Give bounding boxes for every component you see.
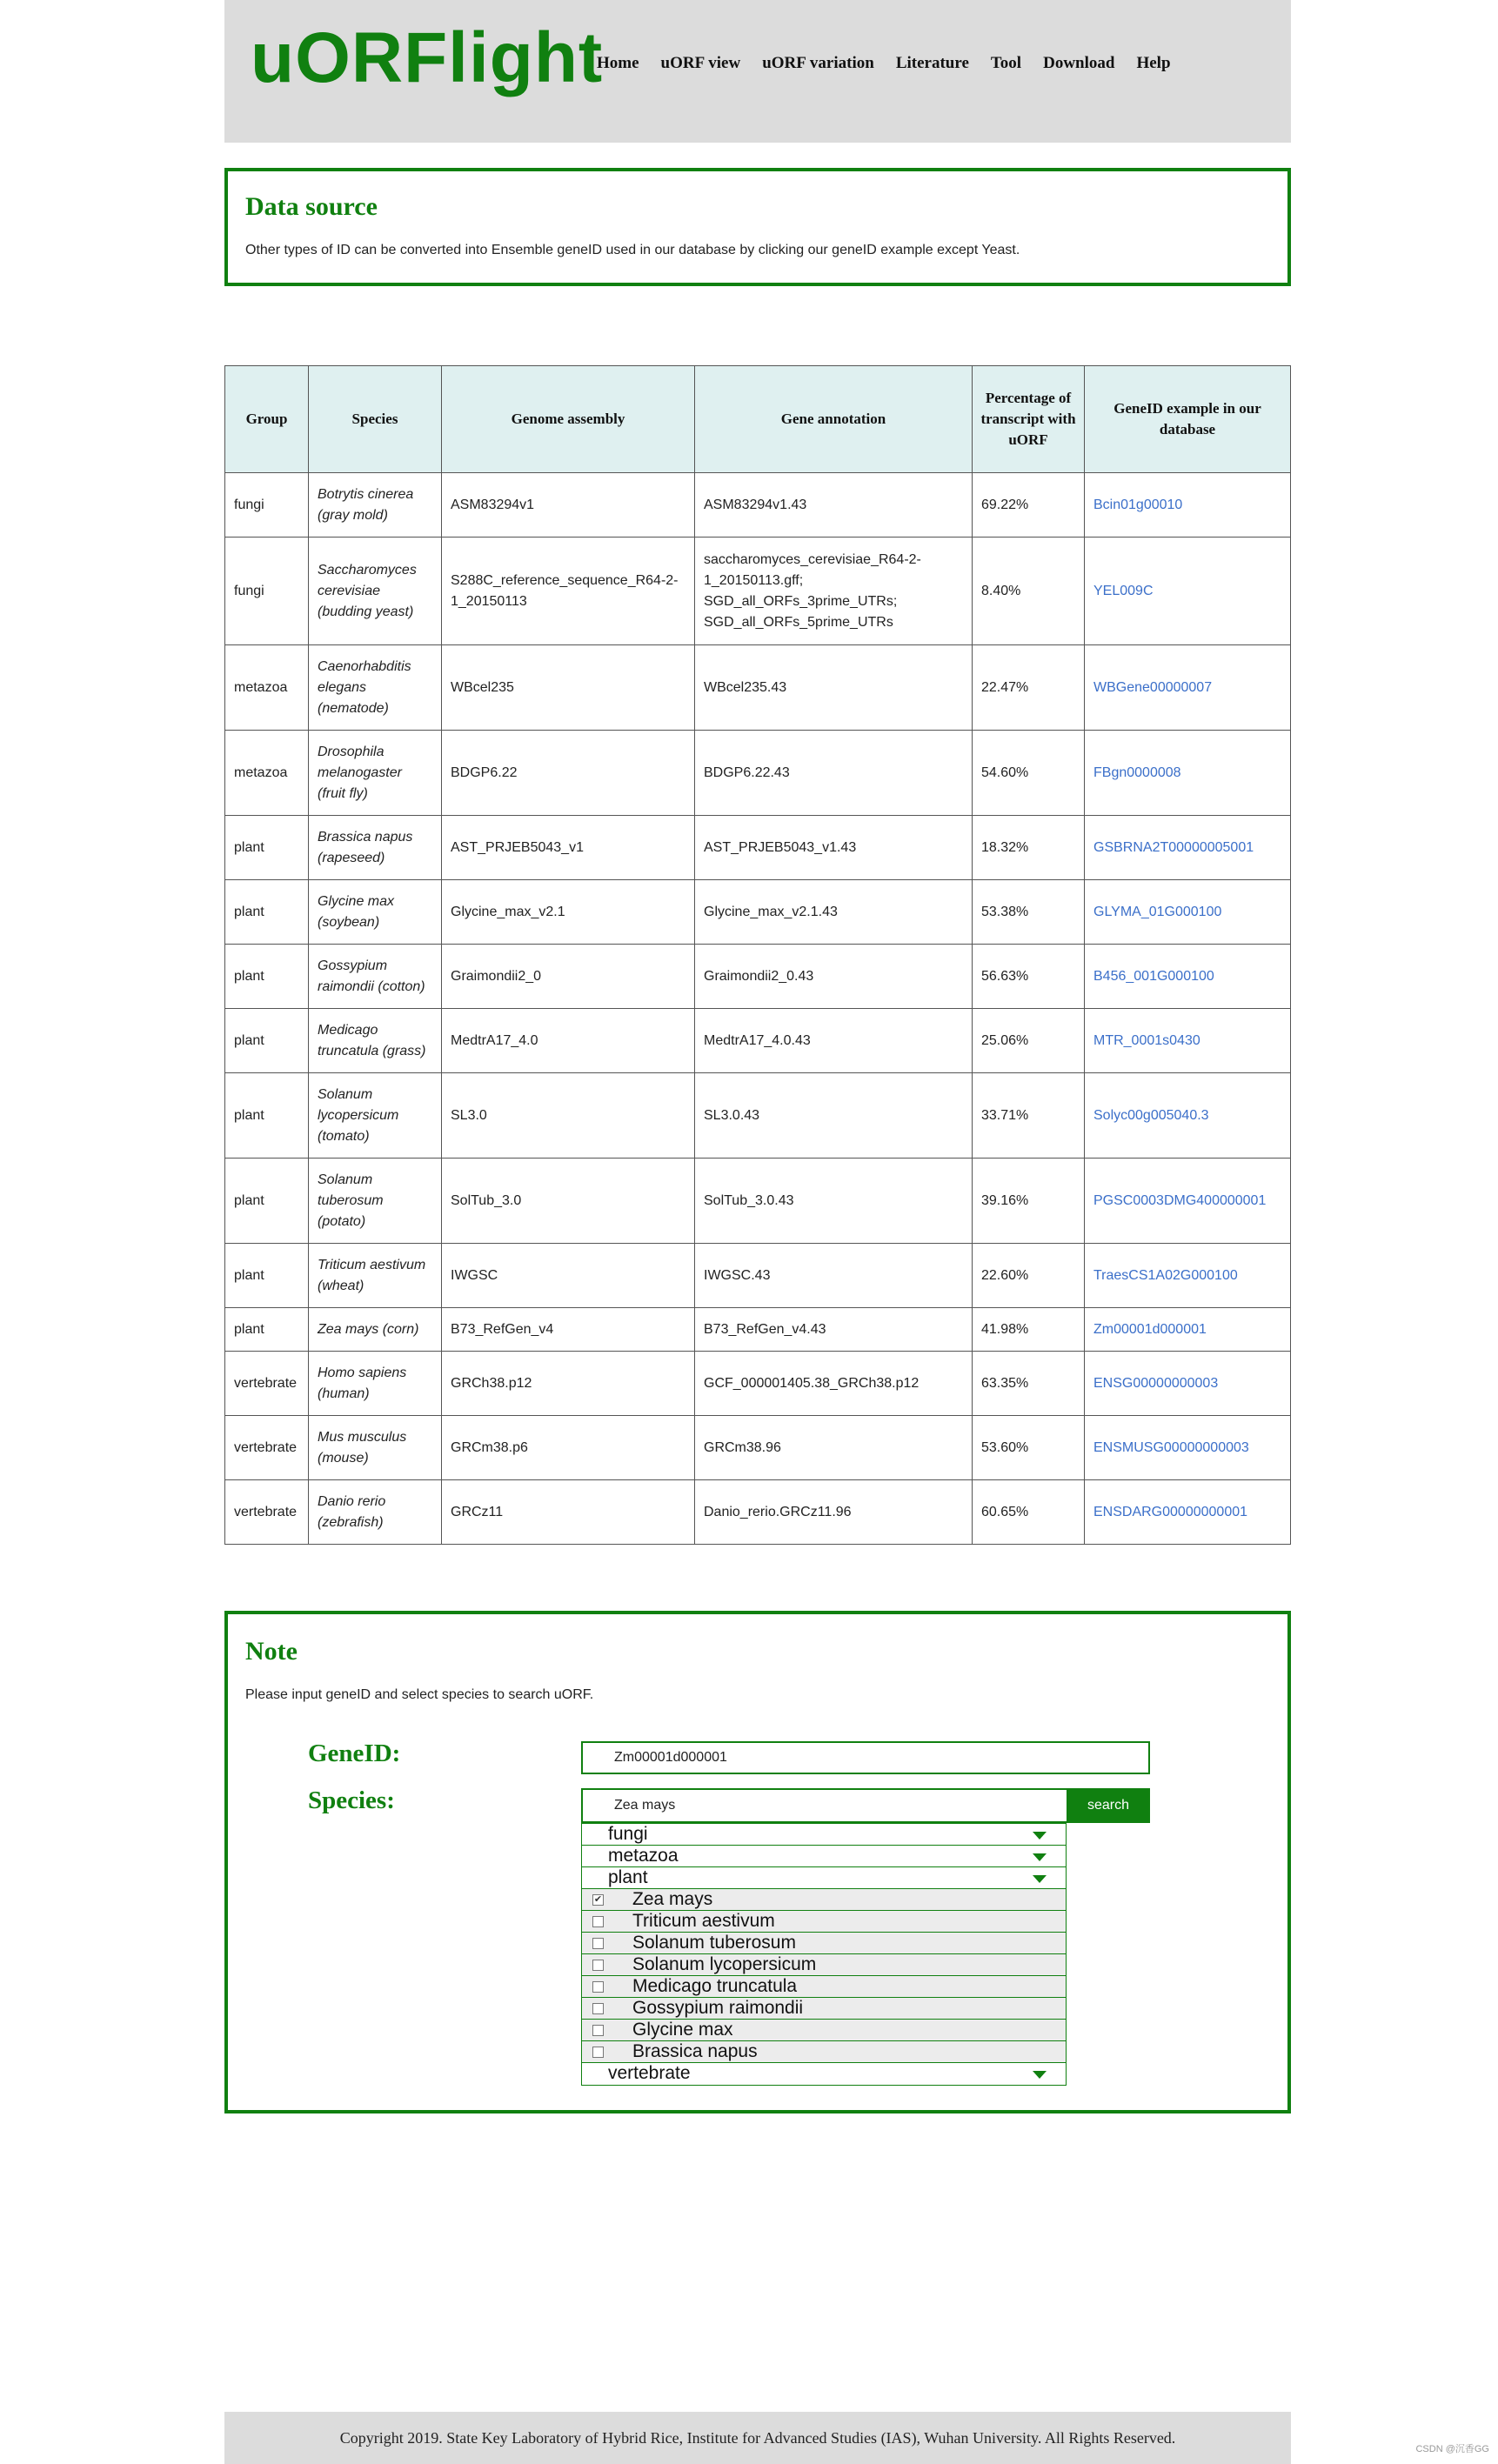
group-label: metazoa bbox=[608, 1846, 679, 1866]
species-option[interactable] bbox=[582, 1933, 1066, 1954]
dropdown-group-metazoa[interactable] bbox=[582, 1846, 1066, 1867]
cell-percentage: 54.60% bbox=[973, 731, 1085, 816]
species-option[interactable] bbox=[582, 1911, 1066, 1933]
table-row bbox=[225, 731, 1291, 816]
cell-group: plant bbox=[225, 1244, 309, 1308]
cell-geneid-link[interactable]: TraesCS1A02G000100 bbox=[1085, 1244, 1291, 1308]
cell-species: Botrytis cinerea (gray mold) bbox=[309, 473, 442, 538]
species-option-label: Solanum tuberosum bbox=[632, 1933, 796, 1953]
cell-percentage: 60.65% bbox=[973, 1480, 1085, 1545]
species-dropdown bbox=[581, 1823, 1067, 2086]
cell-species: Triticum aestivum (wheat) bbox=[309, 1244, 442, 1308]
cell-group: metazoa bbox=[225, 645, 309, 731]
group-label: vertebrate bbox=[608, 2063, 691, 2083]
cell-gene-annotation: GCF_000001405.38_GRCh38.p12 bbox=[695, 1352, 973, 1416]
checkbox-icon[interactable] bbox=[592, 2025, 604, 2036]
cell-genome-assembly: ASM83294v1 bbox=[442, 473, 695, 538]
checkbox-icon[interactable] bbox=[592, 1938, 604, 1949]
species-option[interactable] bbox=[582, 1889, 1066, 1911]
table-row bbox=[225, 1009, 1291, 1073]
cell-group: metazoa bbox=[225, 731, 309, 816]
cell-genome-assembly: IWGSC bbox=[442, 1244, 695, 1308]
cell-gene-annotation: GRCm38.96 bbox=[695, 1416, 973, 1480]
table-row bbox=[225, 816, 1291, 880]
species-option-label: Triticum aestivum bbox=[632, 1911, 775, 1931]
nav-literature[interactable]: Literature bbox=[895, 54, 969, 72]
nav-help[interactable]: Help bbox=[1136, 54, 1171, 72]
cell-gene-annotation: saccharomyces_cerevisiae_R64-2-1_20150113.gff; SGD_all_ORFs_3prime_UTRs; SGD_all_ORFs_5prime_UTRs bbox=[695, 538, 973, 645]
plant-options bbox=[582, 1889, 1066, 2063]
table-row bbox=[225, 1073, 1291, 1159]
cell-species: Homo sapiens (human) bbox=[309, 1352, 442, 1416]
table-row bbox=[225, 538, 1291, 645]
cell-genome-assembly: Graimondii2_0 bbox=[442, 945, 695, 1009]
cell-group: plant bbox=[225, 1308, 309, 1352]
cell-genome-assembly: GRCz11 bbox=[442, 1480, 695, 1545]
cell-percentage: 53.60% bbox=[973, 1416, 1085, 1480]
site-footer bbox=[224, 2412, 1291, 2464]
cell-gene-annotation: IWGSC.43 bbox=[695, 1244, 973, 1308]
cell-geneid-link[interactable]: GLYMA_01G000100 bbox=[1085, 880, 1291, 945]
cell-gene-annotation: WBcel235.43 bbox=[695, 645, 973, 731]
species-option-label: Solanum lycopersicum bbox=[632, 1954, 817, 1974]
species-option[interactable] bbox=[582, 1954, 1066, 1976]
table-row bbox=[225, 645, 1291, 731]
note-title: Note bbox=[245, 1637, 298, 1666]
cell-percentage: 56.63% bbox=[973, 945, 1085, 1009]
cell-geneid-link[interactable]: MTR_0001s0430 bbox=[1085, 1009, 1291, 1073]
checkbox-icon[interactable] bbox=[592, 1981, 604, 1993]
cell-percentage: 18.32% bbox=[973, 816, 1085, 880]
note-text: Please input geneID and select species to search uORF. bbox=[245, 1687, 594, 1702]
cell-group: plant bbox=[225, 1159, 309, 1244]
cell-genome-assembly: GRCh38.p12 bbox=[442, 1352, 695, 1416]
species-input[interactable] bbox=[581, 1788, 1067, 1823]
cell-genome-assembly: BDGP6.22 bbox=[442, 731, 695, 816]
copyright-text: Copyright 2019. State Key Laboratory of Hybrid Rice, Institute for Advanced Studies (IAS), Wuhan University. All Rights Reserved. bbox=[339, 2429, 1176, 2447]
cell-percentage: 22.47% bbox=[973, 645, 1085, 731]
site-logo[interactable]: uORFlight bbox=[251, 18, 604, 97]
cell-geneid-link[interactable]: YEL009C bbox=[1085, 538, 1291, 645]
cell-gene-annotation: SL3.0.43 bbox=[695, 1073, 973, 1159]
cell-genome-assembly: SL3.0 bbox=[442, 1073, 695, 1159]
cell-gene-annotation: Graimondii2_0.43 bbox=[695, 945, 973, 1009]
cell-geneid-link[interactable]: Solyc00g005040.3 bbox=[1085, 1073, 1291, 1159]
checkbox-icon[interactable] bbox=[592, 2003, 604, 2014]
species-option[interactable] bbox=[582, 1998, 1066, 2020]
species-option-label: Zea mays bbox=[632, 1889, 713, 1909]
cell-species: Danio rerio (zebrafish) bbox=[309, 1480, 442, 1545]
geneid-label: GeneID: bbox=[308, 1739, 401, 1767]
cell-genome-assembly: MedtrA17_4.0 bbox=[442, 1009, 695, 1073]
table-row bbox=[225, 1159, 1291, 1244]
nav-home[interactable]: Home bbox=[597, 54, 639, 72]
cell-geneid-link[interactable]: Bcin01g00010 bbox=[1085, 473, 1291, 538]
species-option-label: Brassica napus bbox=[632, 2041, 758, 2061]
species-option-label: Gossypium raimondii bbox=[632, 1998, 804, 2018]
table-row bbox=[225, 945, 1291, 1009]
checkbox-icon[interactable] bbox=[592, 2047, 604, 2058]
cell-geneid-link[interactable]: ENSG00000000003 bbox=[1085, 1352, 1291, 1416]
cell-group: plant bbox=[225, 816, 309, 880]
cell-group: vertebrate bbox=[225, 1416, 309, 1480]
cell-percentage: 33.71% bbox=[973, 1073, 1085, 1159]
data-source-title: Data source bbox=[245, 192, 378, 221]
cell-species: Mus musculus (mouse) bbox=[309, 1416, 442, 1480]
cell-gene-annotation: Glycine_max_v2.1.43 bbox=[695, 880, 973, 945]
cell-percentage: 63.35% bbox=[973, 1352, 1085, 1416]
caret-down-icon bbox=[1033, 1832, 1047, 1840]
cell-gene-annotation: SolTub_3.0.43 bbox=[695, 1159, 973, 1244]
cell-gene-annotation: AST_PRJEB5043_v1.43 bbox=[695, 816, 973, 880]
checkbox-icon[interactable] bbox=[592, 1960, 604, 1971]
geneid-input[interactable] bbox=[581, 1741, 1150, 1774]
cell-species: Gossypium raimondii (cotton) bbox=[309, 945, 442, 1009]
table-row bbox=[225, 473, 1291, 538]
species-table bbox=[224, 365, 1291, 1545]
note-panel bbox=[224, 1611, 1291, 2113]
table-row bbox=[225, 1308, 1291, 1352]
cell-group: vertebrate bbox=[225, 1352, 309, 1416]
dropdown-group-vertebrate[interactable] bbox=[582, 2063, 1066, 2085]
cell-species: Drosophila melanogaster (fruit fly) bbox=[309, 731, 442, 816]
site-header bbox=[224, 0, 1291, 143]
cell-genome-assembly: SolTub_3.0 bbox=[442, 1159, 695, 1244]
group-label: fungi bbox=[608, 1824, 648, 1844]
col-gene-annotation: Gene annotation bbox=[695, 366, 973, 473]
col-percentage: Percentage of transcript with uORF bbox=[973, 366, 1085, 473]
cell-percentage: 22.60% bbox=[973, 1244, 1085, 1308]
cell-group: plant bbox=[225, 1073, 309, 1159]
cell-group: vertebrate bbox=[225, 1480, 309, 1545]
cell-geneid-link[interactable]: FBgn0000008 bbox=[1085, 731, 1291, 816]
cell-group: fungi bbox=[225, 473, 309, 538]
cell-genome-assembly: AST_PRJEB5043_v1 bbox=[442, 816, 695, 880]
table-row bbox=[225, 1352, 1291, 1416]
group-label: plant bbox=[608, 1867, 648, 1887]
cell-species: Zea mays (corn) bbox=[309, 1308, 442, 1352]
data-source-panel bbox=[224, 168, 1291, 286]
table-header-row bbox=[225, 366, 1291, 473]
cell-geneid-link[interactable]: GSBRNA2T00000005001 bbox=[1085, 816, 1291, 880]
table-row bbox=[225, 880, 1291, 945]
cell-percentage: 41.98% bbox=[973, 1308, 1085, 1352]
species-option-label: Medicago truncatula bbox=[632, 1976, 798, 1996]
main-nav bbox=[597, 54, 1193, 73]
cell-percentage: 25.06% bbox=[973, 1009, 1085, 1073]
dropdown-group-fungi[interactable] bbox=[582, 1824, 1066, 1846]
nav-uorf-view[interactable]: uORF view bbox=[660, 54, 741, 72]
species-label: Species: bbox=[308, 1786, 395, 1814]
cell-species: Caenorhabditis elegans (nematode) bbox=[309, 645, 442, 731]
cell-geneid-link[interactable]: ENSMUSG00000000003 bbox=[1085, 1416, 1291, 1480]
cell-gene-annotation: ASM83294v1.43 bbox=[695, 473, 973, 538]
cell-geneid-link[interactable]: Zm00001d000001 bbox=[1085, 1308, 1291, 1352]
cell-species: Medicago truncatula (grass) bbox=[309, 1009, 442, 1073]
search-button[interactable]: search bbox=[1067, 1788, 1150, 1823]
cell-genome-assembly: WBcel235 bbox=[442, 645, 695, 731]
cell-group: plant bbox=[225, 1009, 309, 1073]
cell-gene-annotation: BDGP6.22.43 bbox=[695, 731, 973, 816]
col-species: Species bbox=[309, 366, 442, 473]
cell-species: Brassica napus (rapeseed) bbox=[309, 816, 442, 880]
table-row bbox=[225, 1244, 1291, 1308]
cell-genome-assembly: S288C_reference_sequence_R64-2-1_20150113 bbox=[442, 538, 695, 645]
cell-percentage: 8.40% bbox=[973, 538, 1085, 645]
species-table-container bbox=[224, 365, 1291, 1545]
cell-group: plant bbox=[225, 945, 309, 1009]
species-option[interactable] bbox=[582, 2020, 1066, 2041]
col-group: Group bbox=[225, 366, 309, 473]
cell-gene-annotation: Danio_rerio.GRCz11.96 bbox=[695, 1480, 973, 1545]
nav-download[interactable]: Download bbox=[1043, 54, 1115, 72]
cell-species: Glycine max (soybean) bbox=[309, 880, 442, 945]
data-source-text: Other types of ID can be converted into Ensemble geneID used in our database by clicking our geneID example except Yeast. bbox=[245, 243, 1020, 257]
cell-geneid-link[interactable]: WBGene00000007 bbox=[1085, 645, 1291, 731]
col-genome-assembly: Genome assembly bbox=[442, 366, 695, 473]
cell-percentage: 39.16% bbox=[973, 1159, 1085, 1244]
nav-uorf-variation[interactable]: uORF variation bbox=[762, 54, 874, 72]
nav-tool[interactable]: Tool bbox=[990, 54, 1022, 72]
watermark: CSDN @沉香GG bbox=[1415, 2444, 1489, 2454]
checkbox-checked-icon[interactable]: ✔ bbox=[593, 1894, 603, 1905]
caret-down-icon bbox=[1033, 2071, 1047, 2079]
checkbox-icon[interactable] bbox=[592, 1916, 604, 1927]
cell-group: plant bbox=[225, 880, 309, 945]
table-row bbox=[225, 1480, 1291, 1545]
cell-gene-annotation: B73_RefGen_v4.43 bbox=[695, 1308, 973, 1352]
cell-species: Solanum tuberosum (potato) bbox=[309, 1159, 442, 1244]
cell-genome-assembly: B73_RefGen_v4 bbox=[442, 1308, 695, 1352]
cell-geneid-link[interactable]: ENSDARG00000000001 bbox=[1085, 1480, 1291, 1545]
cell-species: Solanum lycopersicum (tomato) bbox=[309, 1073, 442, 1159]
table-row bbox=[225, 1416, 1291, 1480]
cell-geneid-link[interactable]: PGSC0003DMG400000001 bbox=[1085, 1159, 1291, 1244]
col-geneid-example: GeneID example in our database bbox=[1085, 366, 1291, 473]
dropdown-group-plant[interactable] bbox=[582, 1867, 1066, 1889]
cell-genome-assembly: GRCm38.p6 bbox=[442, 1416, 695, 1480]
cell-percentage: 69.22% bbox=[973, 473, 1085, 538]
cell-percentage: 53.38% bbox=[973, 880, 1085, 945]
cell-species: Saccharomyces cerevisiae (budding yeast) bbox=[309, 538, 442, 645]
cell-geneid-link[interactable]: B456_001G000100 bbox=[1085, 945, 1291, 1009]
species-option[interactable] bbox=[582, 1976, 1066, 1998]
table-body bbox=[225, 473, 1291, 1545]
species-option-label: Glycine max bbox=[632, 2020, 733, 2040]
caret-down-icon bbox=[1033, 1853, 1047, 1861]
cell-gene-annotation: MedtrA17_4.0.43 bbox=[695, 1009, 973, 1073]
cell-group: fungi bbox=[225, 538, 309, 645]
cell-genome-assembly: Glycine_max_v2.1 bbox=[442, 880, 695, 945]
caret-down-icon bbox=[1033, 1875, 1047, 1883]
species-option[interactable] bbox=[582, 2041, 1066, 2063]
